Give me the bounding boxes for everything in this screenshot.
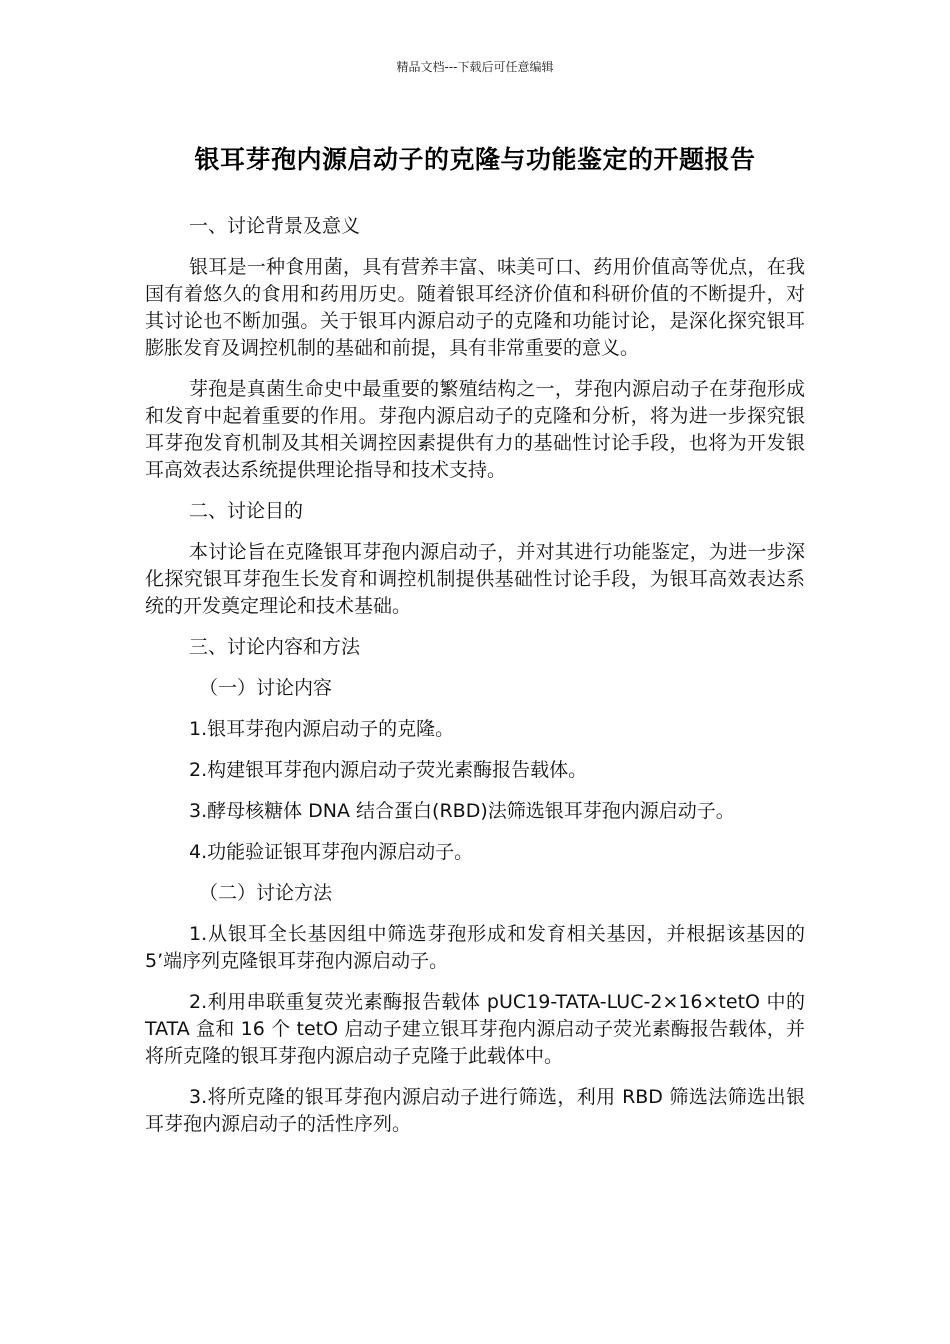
subsection-heading-content: （一）讨论内容 xyxy=(199,677,333,699)
paragraph-background-1: 银耳是一种食用菌，具有营养丰富、味美可口、药用价值高等优点，在我国有着悠久的食用和药用历史。随着银耳经济价值和科研价值的不断提升，对其讨论也不断加强。关于银耳内源启动子的克隆和功能讨论，是深化探究银耳膨胀发育及调控机制的基础和前提，具有非常重要的意义。 xyxy=(145,256,805,359)
section-heading-purpose: 二、讨论目的 xyxy=(189,500,304,522)
paragraph-background-2: 芽孢是真菌生命史中最重要的繁殖结构之一，芽孢内源启动子在芽孢形成和发育中起着重要的作用。芽孢内源启动子的克隆和分析，将为进一步探究银耳芽孢发育机制及其相关调控因素提供有力的基础性讨论手段，也将为开发银耳高效表达系统提供理论指导和技术支持。 xyxy=(145,378,805,481)
section-heading-content-methods: 三、讨论内容和方法 xyxy=(189,636,361,658)
content-item: 2.构建银耳芽孢内源启动子荧光素酶报告载体。 xyxy=(189,759,588,781)
paragraph-purpose: 本讨论旨在克隆银耳芽孢内源启动子，并对其进行功能鉴定，为进一步深化探究银耳芽孢生长发育和调控机制提供基础性讨论手段，为银耳高效表达系统的开发奠定理论和技术基础。 xyxy=(145,541,805,617)
document-title: 银耳芽孢内源启动子的克隆与功能鉴定的开题报告 xyxy=(194,145,756,174)
subsection-heading-methods: （二）讨论方法 xyxy=(199,882,333,904)
page-header: 精品文档---下载后可任意编辑 xyxy=(396,60,554,74)
section-heading-background: 一、讨论背景及意义 xyxy=(189,215,361,237)
method-item: 2.利用串联重复荧光素酶报告载体 pUC19-TATA-LUC-2×16×tetO 中的 TATA 盒和 16 个 tetO 启动子建立银耳芽孢内源启动子荧光素酶报告载体，并将所克隆的银耳芽孢内源启动子克隆于此载体中。 xyxy=(145,991,805,1067)
document-body xyxy=(145,213,805,1152)
content-item: 4.功能验证银耳芽孢内源启动子。 xyxy=(189,841,474,863)
content-item: 3.酵母核糖体 DNA 结合蛋白(RBD)法筛选银耳芽孢内源启动子。 xyxy=(189,800,735,822)
method-item: 3.将所克隆的银耳芽孢内源启动子进行筛选，利用 RBD 筛选法筛选出银耳芽孢内源启动子的活性序列。 xyxy=(145,1086,805,1135)
content-item: 1.银耳芽孢内源启动子的克隆。 xyxy=(189,718,455,740)
method-item: 1.从银耳全长基因组中筛选芽孢形成和发育相关基因，并根据该基因的 5’端序列克隆银耳芽孢内源启动子。 xyxy=(145,923,805,972)
